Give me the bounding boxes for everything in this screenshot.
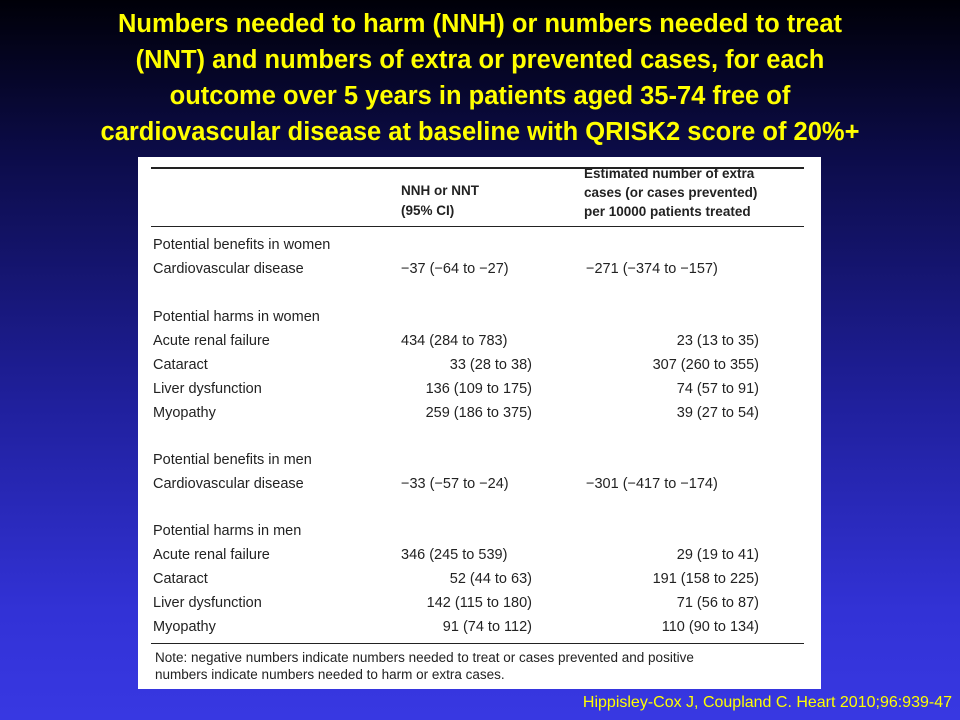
title-line-1: Numbers needed to harm (NNH) or numbers needed to treat xyxy=(117,10,843,38)
title-line-2: (NNT) and numbers of extra or prevented cases, for each xyxy=(135,46,825,74)
section-label: Potential benefits in women xyxy=(153,237,331,253)
row-nnh: −33 (−57 to −24) xyxy=(401,476,509,492)
row-nnh: 91 (74 to 112) xyxy=(442,619,532,635)
row-cases: 23 (13 to 35) xyxy=(676,333,759,349)
title-line-4: cardiovascular disease at baseline with QRISK2 score of 20%+ xyxy=(100,118,860,146)
row-cases: −271 (−374 to −157) xyxy=(586,261,718,277)
row-outcome: Myopathy xyxy=(153,405,216,421)
row-outcome: Myopathy xyxy=(153,619,216,635)
row-outcome: Cataract xyxy=(153,571,208,587)
row-cases: 191 (158 to 225) xyxy=(652,571,759,587)
section-label: Potential benefits in men xyxy=(153,452,312,468)
row-outcome: Acute renal failure xyxy=(153,547,270,563)
title-line-3: outcome over 5 years in patients aged 35-74 free of xyxy=(169,82,791,110)
footer-rule xyxy=(151,643,804,644)
slide-title xyxy=(0,6,960,150)
row-nnh: 33 (28 to 38) xyxy=(449,357,532,373)
row-cases: 39 (27 to 54) xyxy=(676,405,759,421)
row-nnh: 52 (44 to 63) xyxy=(449,571,532,587)
header-rule xyxy=(151,226,804,227)
table-note-line-2: numbers indicate numbers needed to harm or extra cases. xyxy=(155,667,505,682)
row-nnh: −37 (−64 to −27) xyxy=(401,261,509,277)
citation: Hippisley-Cox J, Coupland C. Heart 2010;96:939-47 xyxy=(582,694,952,711)
row-outcome: Liver dysfunction xyxy=(153,595,262,611)
row-outcome: Cardiovascular disease xyxy=(153,476,304,492)
row-cases: 307 (260 to 355) xyxy=(652,357,759,373)
header-nnh-line-1: NNH or NNT xyxy=(401,183,479,198)
section-label: Potential harms in women xyxy=(153,309,320,325)
row-outcome: Liver dysfunction xyxy=(153,381,262,397)
header-cases-line-1: Estimated number of extra xyxy=(584,166,755,181)
row-cases: −301 (−417 to −174) xyxy=(586,476,718,492)
row-nnh: 142 (115 to 180) xyxy=(426,595,532,611)
header-cases-line-2: cases (or cases prevented) xyxy=(584,185,758,200)
row-cases: 110 (90 to 134) xyxy=(661,619,759,635)
row-nnh: 434 (284 to 783) xyxy=(401,333,508,349)
header-cases-line-3: per 10000 patients treated xyxy=(584,204,751,219)
row-cases: 74 (57 to 91) xyxy=(676,381,759,397)
nnh-table xyxy=(138,157,821,689)
header-nnh-line-2: (95% CI) xyxy=(401,203,455,218)
row-nnh: 259 (186 to 375) xyxy=(425,405,532,421)
row-outcome: Cardiovascular disease xyxy=(153,261,304,277)
row-nnh: 136 (109 to 175) xyxy=(425,381,532,397)
row-outcome: Acute renal failure xyxy=(153,333,270,349)
row-outcome: Cataract xyxy=(153,357,208,373)
row-cases: 29 (19 to 41) xyxy=(676,547,759,563)
row-nnh: 346 (245 to 539) xyxy=(401,547,508,563)
section-label: Potential harms in men xyxy=(153,523,302,539)
table-note-line-1: Note: negative numbers indicate numbers needed to treat or cases prevented and positive xyxy=(155,650,694,665)
row-cases: 71 (56 to 87) xyxy=(676,595,759,611)
